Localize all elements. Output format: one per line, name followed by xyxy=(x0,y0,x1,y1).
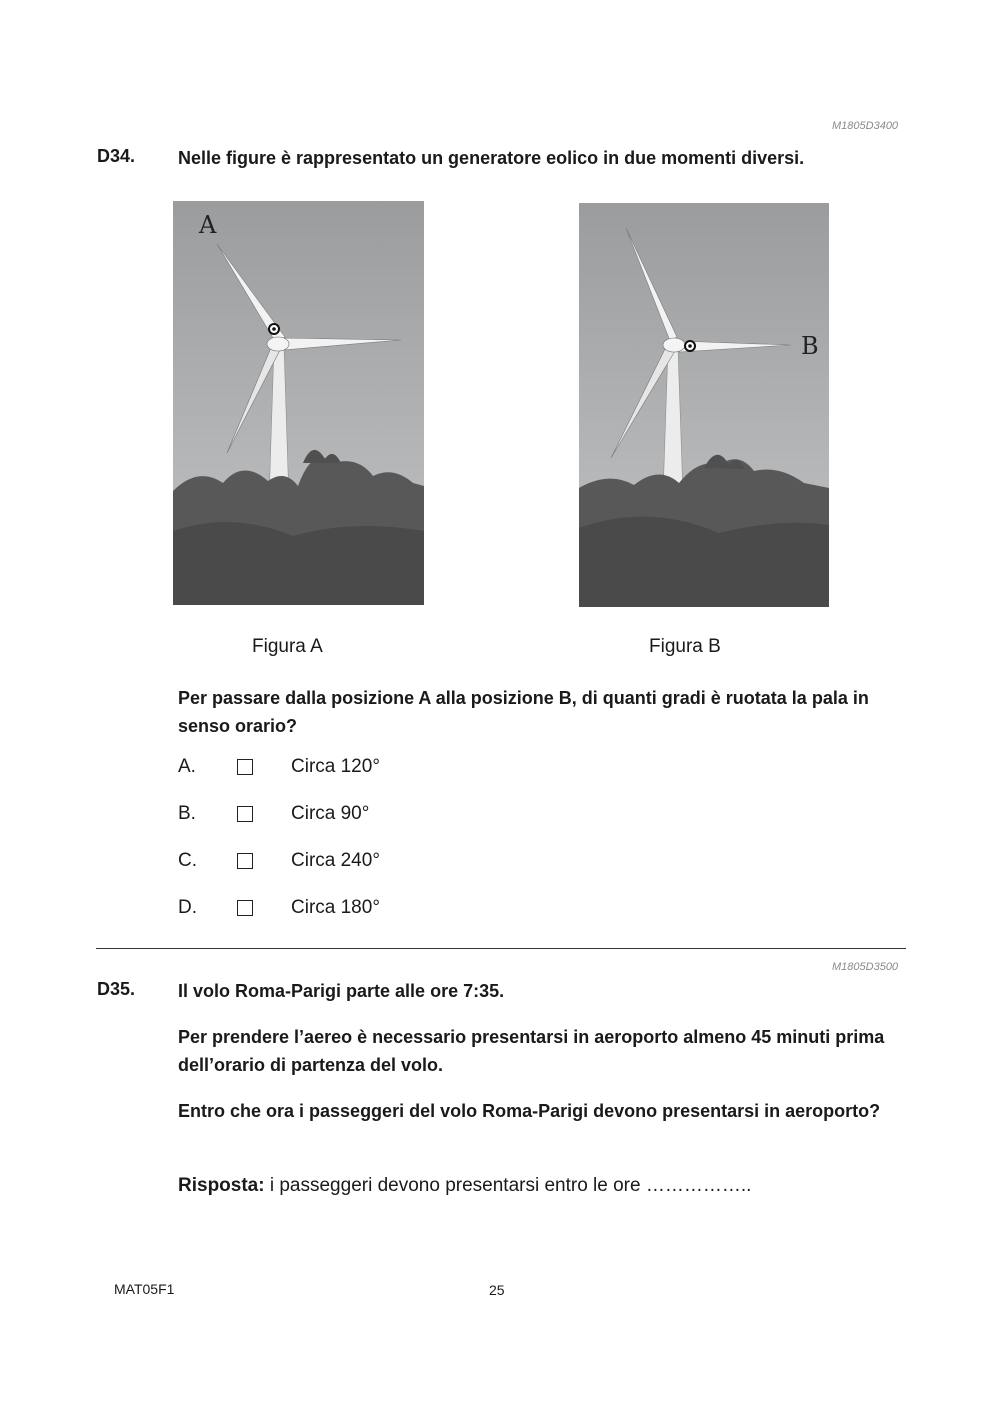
question-intro-d34: Nelle figure è rappresentato un generatore eolico in due momenti diversi. xyxy=(178,148,805,168)
question-text-d34: Per passare dalla posizione A alla posizione B, di quanti gradi è ruotata la pala in senso orario? xyxy=(178,688,869,736)
question-number-d35: D35. xyxy=(97,979,136,999)
option-letter: B. xyxy=(178,803,196,824)
checkbox[interactable] xyxy=(237,900,253,916)
option-letter: A. xyxy=(178,756,196,777)
question-text-d35-line1: Il volo Roma-Parigi parte alle ore 7:35. xyxy=(178,981,505,1001)
question-code-d34: M1805D3400 xyxy=(832,120,899,132)
checkbox[interactable] xyxy=(237,806,253,822)
figure-a-letter: A xyxy=(199,211,217,239)
checkbox[interactable] xyxy=(237,759,253,775)
page-number: 25 xyxy=(489,1282,505,1298)
section-divider xyxy=(96,948,906,949)
question-text-d35-line2: Per prendere l’aereo è necessario presentarsi in aeroporto almeno 45 minuti prima dell’orario di partenza del volo. xyxy=(178,1027,885,1075)
option-text: Circa 240° xyxy=(291,850,380,871)
figure-b-wind-turbine xyxy=(579,203,829,607)
option-letter: C. xyxy=(178,850,197,871)
option-text: Circa 90° xyxy=(291,803,370,824)
figure-a-wind-turbine xyxy=(173,201,424,605)
question-code-d35: M1805D3500 xyxy=(832,961,899,973)
checkbox[interactable] xyxy=(237,853,253,869)
question-text-d35-line3: Entro che ora i passeggeri del volo Roma-Parigi devono presentarsi in aeroporto? xyxy=(178,1101,881,1121)
figure-b-caption: Figura B xyxy=(649,636,721,657)
figure-a-caption: Figura A xyxy=(252,636,323,657)
option-letter: D. xyxy=(178,897,197,918)
option-text: Circa 120° xyxy=(291,756,380,777)
option-text: Circa 180° xyxy=(291,897,380,918)
figure-b-letter: B xyxy=(801,332,819,360)
answer-line xyxy=(178,1175,751,1197)
answer-label: Risposta: xyxy=(178,1175,265,1196)
footer-code: MAT05F1 xyxy=(114,1281,175,1297)
question-number-d34: D34. xyxy=(97,146,136,166)
answer-text[interactable]: i passeggeri devono presentarsi entro le ore …………….. xyxy=(264,1175,752,1196)
